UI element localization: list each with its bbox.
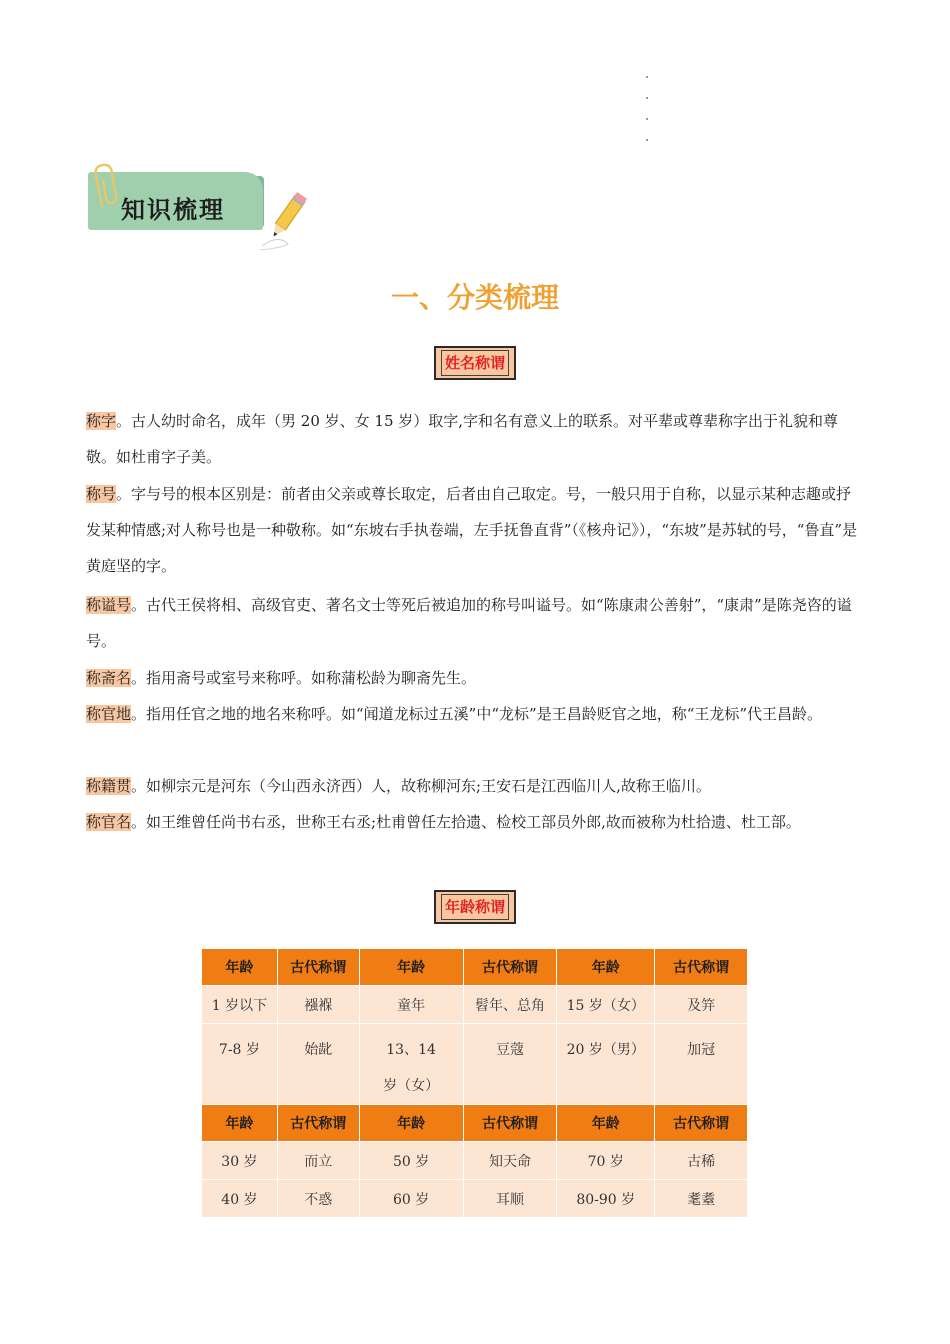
- banner-title: 知识梳理: [121, 196, 225, 224]
- section-title: 一、分类梳理: [390, 281, 559, 314]
- tag-ages-label: 年龄称谓: [441, 894, 509, 920]
- tag-names-label: 姓名称谓: [441, 350, 509, 376]
- paragraph-text: 。如柳宗元是河东（今山西永济西）人，故称柳河东;王安石是江西临川人,故称王临川。: [131, 777, 711, 795]
- header-cell: 古代称谓: [277, 1105, 359, 1142]
- paragraph-text: 。如王维曾任尚书右丞，世称王右丞;杜甫曾任左拾遗、检校工部员外郎,故而被称为杜拾遗、杜工部。: [131, 813, 801, 831]
- term-highlight: 称号: [86, 485, 117, 503]
- term-highlight: 称籍贯: [86, 777, 132, 795]
- header-cell: 年龄: [359, 1105, 463, 1142]
- header-cell: 古代称谓: [655, 949, 748, 986]
- table-row: [202, 1024, 748, 1105]
- table-row: [202, 1142, 748, 1180]
- margin-dots: [646, 76, 650, 160]
- table-header-row: [202, 949, 748, 986]
- table-cell: 襁褓: [277, 986, 359, 1024]
- table-cell: 髫年、总角: [463, 986, 557, 1024]
- header-cell: 年龄: [557, 1105, 655, 1142]
- paragraph-text: 。古代王侯将相、高级官吏、著名文士等死后被追加的称号叫谥号。如“陈康肃公善射”，“康肃”是陈尧咨的谥号。: [86, 596, 852, 650]
- table-cell: 豆蔻: [463, 1024, 557, 1105]
- table-cell: 耳顺: [463, 1180, 557, 1218]
- table-cell: 1 岁以下: [202, 986, 278, 1024]
- tag-ages: [434, 890, 516, 924]
- table-cell: 80-90 岁: [557, 1180, 655, 1218]
- table-cell: 知天命: [463, 1142, 557, 1180]
- knowledge-banner: [88, 162, 308, 252]
- table-row: [202, 1180, 748, 1218]
- table-cell: 40 岁: [202, 1180, 278, 1218]
- paragraph-posthumous-name: [86, 587, 866, 659]
- term-highlight: 称斋名: [86, 669, 132, 687]
- table-cell: 50 岁: [359, 1142, 463, 1180]
- table-cell: 古稀: [655, 1142, 748, 1180]
- term-highlight: 称官地: [86, 705, 132, 723]
- header-cell: 古代称谓: [277, 949, 359, 986]
- table-cell: 不惑: [277, 1180, 359, 1218]
- table-cell: 30 岁: [202, 1142, 278, 1180]
- table-header-row: [202, 1105, 748, 1142]
- paragraph-office-place: [86, 696, 866, 732]
- paragraph-official-title: [86, 804, 866, 840]
- table-cell: 15 岁（女）: [557, 986, 655, 1024]
- term-highlight: 称字: [86, 412, 117, 430]
- paperclip-icon: [92, 162, 122, 212]
- table-cell: 始龀: [277, 1024, 359, 1105]
- header-cell: 年龄: [202, 949, 278, 986]
- header-cell: 年龄: [557, 949, 655, 986]
- table-cell: 童年: [359, 986, 463, 1024]
- table-cell: 及笄: [655, 986, 748, 1024]
- paragraph-art-name: [86, 476, 866, 584]
- table-row: [202, 986, 748, 1024]
- table-cell: 70 岁: [557, 1142, 655, 1180]
- paragraph-text: 。指用斋号或室号来称呼。如称蒲松龄为聊斋先生。: [131, 669, 477, 687]
- header-cell: 古代称谓: [463, 949, 557, 986]
- paragraph-text: 。古人幼时命名，成年（男 20 岁、女 15 岁）取字,字和名有意义上的联系。对平辈或尊辈称字出于礼貌和尊敬。如杜甫字子美。: [86, 412, 839, 466]
- header-cell: 古代称谓: [463, 1105, 557, 1142]
- table-cell: 耄耋: [655, 1180, 748, 1218]
- term-highlight: 称谥号: [86, 596, 132, 614]
- header-cell: 古代称谓: [655, 1105, 748, 1142]
- paragraph-text: 。指用任官之地的地名来称呼。如“闻道龙标过五溪”中“龙标”是王昌龄贬官之地，称“王龙标”代王昌龄。: [131, 705, 823, 723]
- paragraph-native-place: [86, 768, 866, 804]
- paragraph-text: 。字与号的根本区别是：前者由父亲或尊长取定，后者由自己取定。号，一般只用于自称，以显示某种志趣或抒发某种情感;对人称号也是一种敬称。如“东坡右手执卷端，左手抚鲁直背”（《核舟记》），“东坡”是苏轼的号，“鲁直”是黄庭坚的字。: [86, 485, 858, 575]
- table-cell: 20 岁（男）: [557, 1024, 655, 1105]
- term-highlight: 称官名: [86, 813, 132, 831]
- table-cell: 7-8 岁: [202, 1024, 278, 1105]
- table-cell: 13、14 岁（女）: [359, 1024, 463, 1105]
- age-terms-table: [201, 948, 748, 1218]
- tag-names: [434, 346, 516, 380]
- table-cell: 而立: [277, 1142, 359, 1180]
- table-cell: 60 岁: [359, 1180, 463, 1218]
- header-cell: 年龄: [202, 1105, 278, 1142]
- pencil-icon: [260, 190, 310, 252]
- header-cell: 年龄: [359, 949, 463, 986]
- paragraph-studio-name: [86, 660, 866, 696]
- table-cell: 加冠: [655, 1024, 748, 1105]
- paragraph-courtesy-name: [86, 403, 866, 475]
